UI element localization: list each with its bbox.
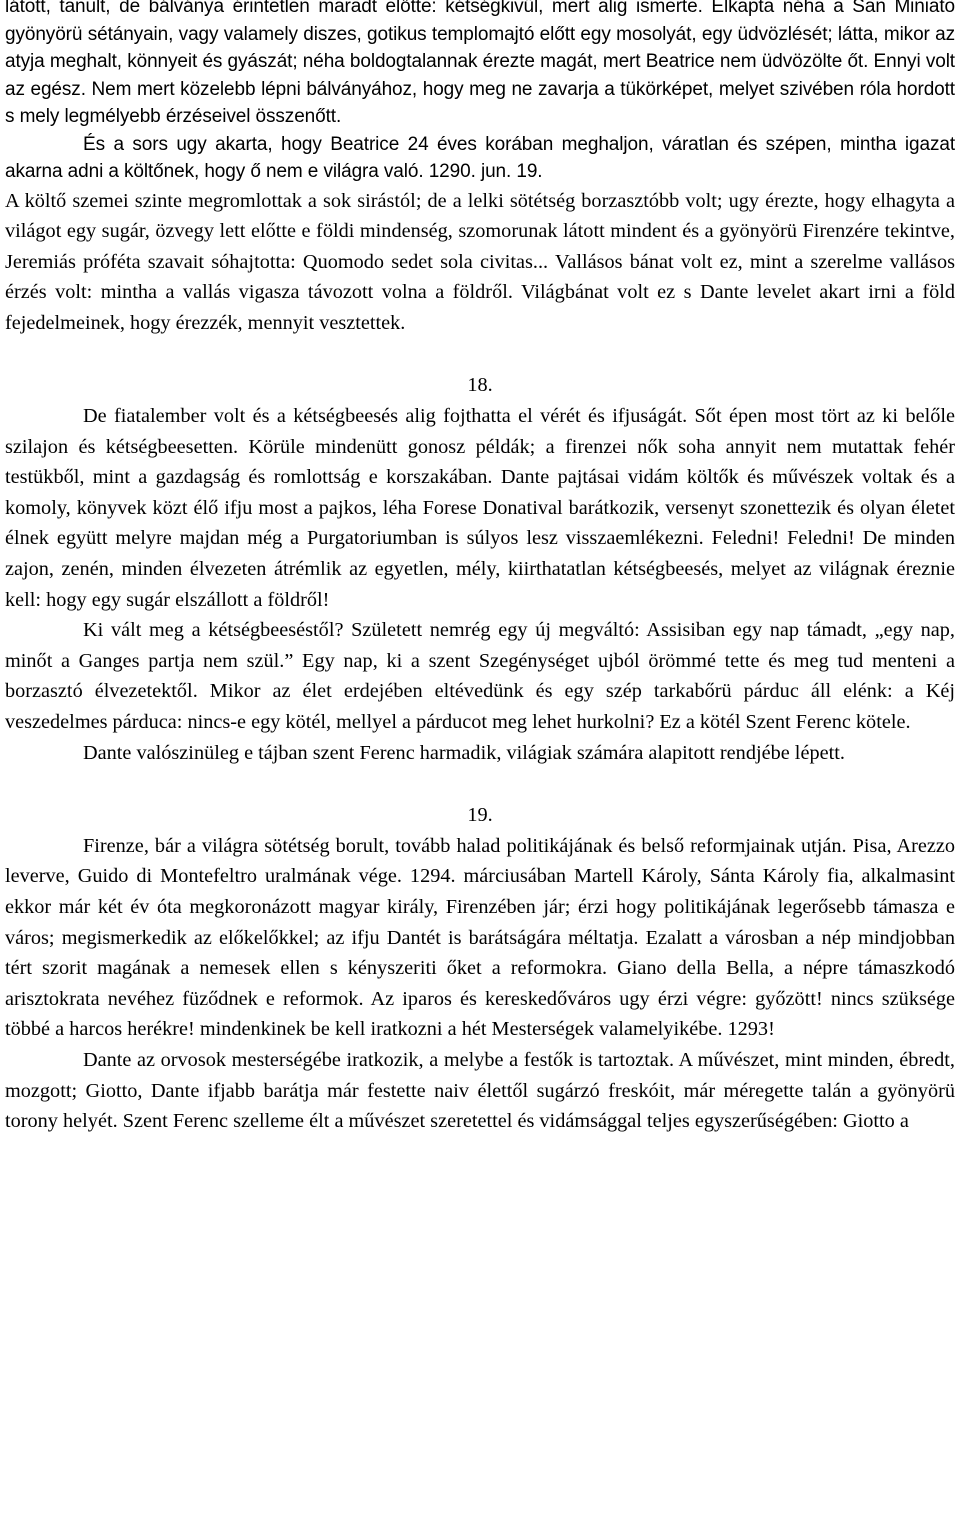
paragraph: De fiatalember volt és a kétségbeesés alig fojthatta el vérét és ifjuságát. Sőt épen most tört az ki belőle szilajon és kétségbeesetten. Körüle mindenütt gonosz példák; a firenzei nők soha annyit nem mutattak fehér testükből, mint a gazdagság és romlottság e korszakában. Dante pajtásai vidám költők és művészek voltak és a komoly, könyvek közt élő ifju most a pajkos, léha Forese Donatival barátkozik, versenyt szonettezik és olyan életet élnek együtt melyre majdan még a Purgatoriumban is súlyos lesz visszaemlékezni. Feledni! Feledni! De minden zajon, zenén, minden élvezeten átrémlik az egyetlen, mély, kiirthatatlan kétségbeesés, melyet az világnak éreznie kell: hogy egy sugár elszállott a földről! (5, 405, 955, 611)
section-number-19: 19. (467, 804, 493, 827)
paragraph: látott, tanult, de bálványa érintetlen maradt előtte: kétségkivül, mert alig ismerte. Elkapta néha a San Miniato gyönyörü sétányain, vagy valamely diszes, gotikus templomajtó előtt egy mosolyát, egy üdvözlését; látta, mikor az atyja meghalt, könnyeit és gyászát; néha boldogtalannak érezte magát, mert Beatrice nem üdvözölte őt. Ennyi volt az egész. Nem mert közelebb lépni bálványához, hogy meg ne zavarja a tükörképet, melyet szivében róla hordott s mely legmélyebb érzéseivel összenőtt. (5, 0, 955, 127)
paragraph: Dante valószinüleg e tájban szent Ferenc harmadik, világiak számára alapitott rendjébe lépett. (83, 741, 845, 764)
paragraph: A költő szemei szinte megromlottak a sok sirástól; de a lelki sötétség borzasztóbb volt; ugy érezte, hogy elhagyta a világot egy sugár, özvegy lett előtte e földi mindenség, szomorunak látott mindent és a gyönyörü Firenzére tekintve, Jeremiás próféta szavait sóhajtotta: Quomodo sedet sola civitas... Vallásos bánat volt ez, mint a szerelme vallásos érzés volt: mintha a vallás vigasza távozott volna a földről. Világbánat volt ez s Dante levelet akart irni a föld fejedelmeinek, hogy érezzék, mennyit vesztettek. (5, 189, 955, 334)
paragraph: Dante az orvosok mesterségébe iratkozik, a melybe a festők is tartoztak. A művészet, mint minden, ébredt, mozgott; Giotto, Dante ifjabb barátja már festette naiv élettől sugárzó freskóit, már méregette talán a gyönyörü torony helyét. Szent Ferenc szelleme élt a művészet szeretettel és vidámsággal teljes egyszerűségében: Giotto a (5, 1048, 955, 1133)
paragraph: Firenze, bár a világra sötétség borult, tovább halad politikájának és belső reformjainak utján. Pisa, Arezzo leverve, Guido di Montefeltro uralmának vége. 1294. márciusában Martell Károly, Sánta Károly fia, alkalmasint ekkor már két év óta megkoronázott magyar király, Firenzében jár; érzi hogy politikájának legerősebb támasza e város; megismerkedik az előkelőkkel; az ifju Dantét is barátságára méltatja. Ezalatt a városban a nép mindjobban tért szorit magának a nemesek ellen s kényszeriti őket a reformokra. Giano della Bella, a népre támaszkodó arisztokrata nevéhez füződnek e reformok. Az iparos és kereskedőváros ugy érzi végre: győzött! nincs szüksége többé a harcos herékre! mindenkinek be kell iratkozni a hét Mesterségek valamelyikébe. 1293! (5, 834, 955, 1041)
section-19 (5, 831, 955, 1137)
section-18 (5, 401, 955, 768)
document-page (5, 0, 955, 1515)
text-block-serif (5, 186, 955, 339)
section-number-18: 18. (467, 374, 493, 397)
text-block-sans (5, 0, 955, 186)
paragraph: És a sors ugy akarta, hogy Beatrice 24 éves korában meghaljon, váratlan és szépen, mintha igazat akarna adni a költőnek, hogy ő nem e világra való. 1290. jun. 19. (5, 133, 955, 182)
paragraph: Ki vált meg a kétségbeeséstől? Született nemrég egy új megváltó: Assisiban egy nap támadt, „egy nap, minőt a Ganges partja nem szül.” Egy nap, ki a szent Szegénységet ujból örömmé tette és meg tud menteni a borzasztó élvezetektől. Mikor az élet erdejében eltévedünk és egy szép tarkabőrü párduc áll elénk: a Kéj veszedelmes párduca: nincs-e egy kötél, mellyel a párducot meg lehet hurkolni? Ez a kötél Szent Ferenc kötele. (5, 619, 955, 733)
